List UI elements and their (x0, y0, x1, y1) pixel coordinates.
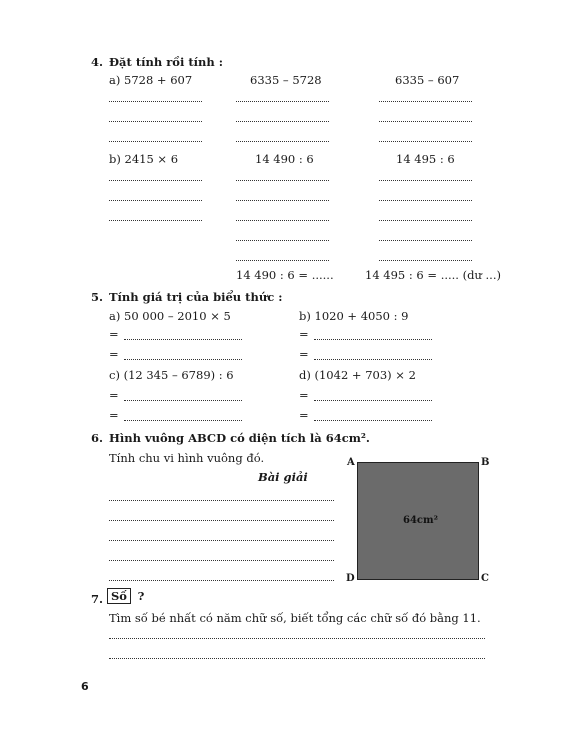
ex4-b3-line-1[interactable] (379, 180, 472, 181)
ex7-text: Tìm số bé nhất có năm chữ số, biết tổng các chữ số đó bằng 11. (109, 611, 481, 625)
ex5-d-eq-1: = (299, 388, 309, 402)
ex4-result-right: 14 495 : 6 = ..... (dư ...) (365, 268, 501, 282)
ex4-a3-line-2[interactable] (379, 121, 472, 122)
ex6-answer-line-1[interactable] (109, 500, 334, 501)
ex7-question-mark: ? (137, 589, 145, 603)
ex4-a1-line-1[interactable] (109, 101, 202, 102)
ex4-a2-line-3[interactable] (236, 141, 329, 142)
page-number: 6 (81, 680, 89, 693)
ex7-answer-line-2[interactable] (109, 658, 485, 659)
ex4-b1-line-3[interactable] (109, 220, 202, 221)
ex5-a-line-1[interactable] (124, 339, 242, 340)
corner-d: D (346, 573, 355, 584)
corner-a: A (347, 457, 355, 468)
ex4-a1-line-3[interactable] (109, 141, 202, 142)
ex5-c-eq-2: = (109, 408, 119, 422)
corner-c: C (481, 573, 489, 584)
ex5-c-line-2[interactable] (124, 420, 242, 421)
ex5-b-line-1[interactable] (314, 339, 432, 340)
ex5-number: 5. (91, 290, 104, 304)
ex6-answer-line-4[interactable] (109, 560, 334, 561)
ex5-c-eq-1: = (109, 388, 119, 402)
ex4-b2-line-4[interactable] (236, 240, 329, 241)
ex5-d-line-1[interactable] (314, 400, 432, 401)
ex4-a3-line-1[interactable] (379, 101, 472, 102)
ex4-b2-line-2[interactable] (236, 200, 329, 201)
ex5-b-eq-2: = (299, 347, 309, 361)
ex5-a-line-2[interactable] (124, 359, 242, 360)
ex5-b-eq-1: = (299, 327, 309, 341)
ex4-number: 4. (91, 55, 104, 69)
ex4-b2-line-5[interactable] (236, 260, 329, 261)
ex4-a2-line-1[interactable] (236, 101, 329, 102)
ex4-b1: b) 2415 × 6 (109, 152, 179, 166)
ex6-answer-line-3[interactable] (109, 540, 334, 541)
ex4-b3-line-2[interactable] (379, 200, 472, 201)
ex4-b3-line-5[interactable] (379, 260, 472, 261)
ex7-box: Số (107, 588, 131, 604)
ex5-a: a) 50 000 – 2010 × 5 (109, 309, 231, 323)
ex5-d: d) (1042 + 703) × 2 (299, 368, 416, 382)
ex5-a-eq-1: = (109, 327, 119, 341)
ex4-a3: 6335 – 607 (395, 73, 460, 87)
ex6-answer-line-5[interactable] (109, 580, 334, 581)
ex4-a2: 6335 – 5728 (250, 73, 322, 87)
ex7-number: 7. (91, 592, 104, 606)
ex4-a1-line-2[interactable] (109, 121, 202, 122)
ex5-b-line-2[interactable] (314, 359, 432, 360)
ex4-b3-line-3[interactable] (379, 220, 472, 221)
ex7-answer-line-1[interactable] (109, 638, 485, 639)
ex4-b2: 14 490 : 6 (255, 152, 314, 166)
ex6-solution-label: Bài giải (258, 470, 308, 484)
ex5-title: Tính giá trị của biểu thức : (109, 290, 283, 304)
ex5-d-eq-2: = (299, 408, 309, 422)
ex4-b2-line-3[interactable] (236, 220, 329, 221)
ex4-a3-line-3[interactable] (379, 141, 472, 142)
ex4-b1-line-1[interactable] (109, 180, 202, 181)
ex5-b: b) 1020 + 4050 : 9 (299, 309, 409, 323)
ex7-heading (107, 589, 144, 603)
ex4-b3-line-4[interactable] (379, 240, 472, 241)
ex5-c-line-1[interactable] (124, 400, 242, 401)
ex6-line2: Tính chu vi hình vuông đó. (109, 451, 265, 465)
ex4-b2-line-1[interactable] (236, 180, 329, 181)
ex4-b1-line-2[interactable] (109, 200, 202, 201)
ex4-a2-line-2[interactable] (236, 121, 329, 122)
ex4-b3: 14 495 : 6 (396, 152, 455, 166)
ex5-d-line-2[interactable] (314, 420, 432, 421)
square-area-label: 64cm² (403, 515, 438, 526)
corner-b: B (481, 457, 490, 468)
ex4-title: Đặt tính rồi tính : (109, 55, 223, 69)
ex5-a-eq-2: = (109, 347, 119, 361)
ex4-result-mid: 14 490 : 6 = ...... (236, 268, 334, 282)
ex6-number: 6. (91, 431, 104, 445)
ex4-a1: a) 5728 + 607 (109, 73, 193, 87)
ex6-line1: Hình vuông ABCD có diện tích là 64cm². (109, 431, 370, 445)
ex5-c: c) (12 345 – 6789) : 6 (109, 368, 234, 382)
ex6-answer-line-2[interactable] (109, 520, 334, 521)
